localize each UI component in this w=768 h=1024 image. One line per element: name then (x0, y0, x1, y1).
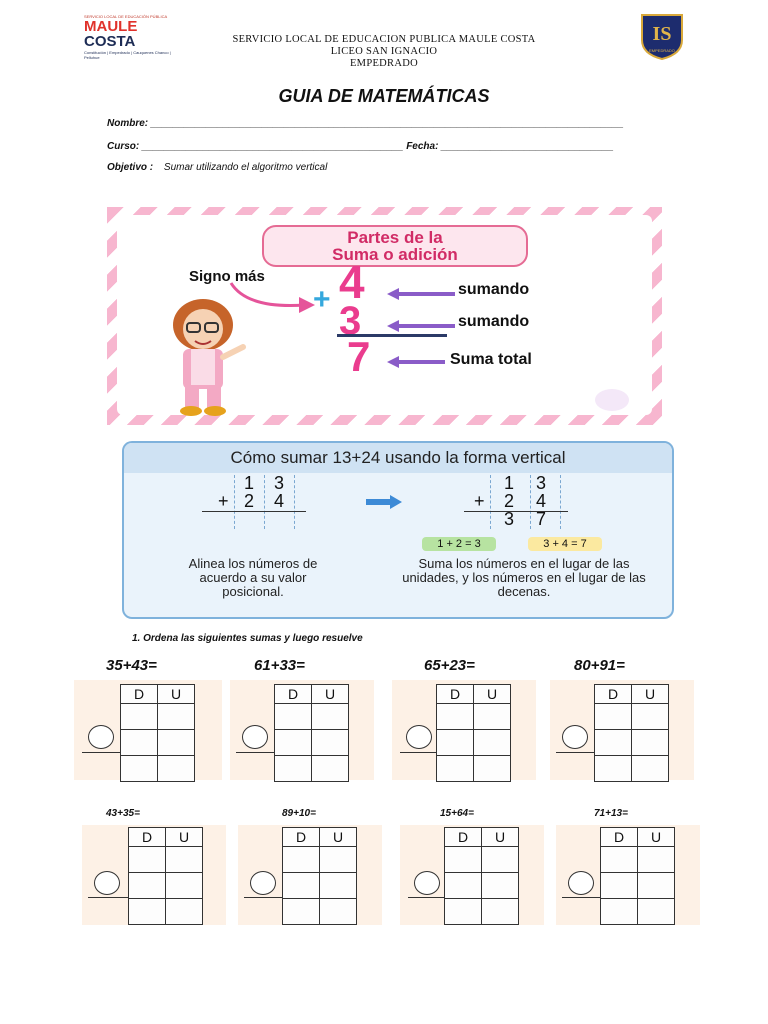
result-digit: 3 (504, 509, 515, 529)
grid-cell[interactable] (283, 873, 320, 899)
digit: 2 (244, 491, 255, 511)
watermark-icon (595, 389, 629, 411)
grid-cell[interactable] (158, 730, 195, 756)
units-header: U (320, 828, 357, 847)
infographic2-heading: Cómo sumar 13+24 usando la forma vertical (124, 443, 672, 473)
grid-cell[interactable] (320, 873, 357, 899)
result-digit: 7 (536, 509, 547, 529)
column-guide (294, 475, 295, 529)
addition-problem: 15+64= (440, 808, 474, 819)
curso-line: _______________________________________________ (142, 141, 404, 152)
tens-header: D (275, 685, 312, 704)
infographic-card (117, 215, 652, 415)
infographic-banner: Partes de la Suma o adición (262, 225, 528, 267)
tens-header: D (445, 828, 482, 847)
signo-mas-label: Signo más (189, 268, 265, 285)
grid-cell[interactable] (437, 730, 474, 756)
addition-problem: 35+43= (106, 657, 157, 674)
units-header: U (158, 685, 195, 704)
grid-cell[interactable] (632, 756, 669, 782)
header-line-1: SERVICIO LOCAL DE EDUCACION PUBLICA MAULE COSTA (232, 34, 536, 45)
grid-cell[interactable] (601, 899, 638, 925)
units-header: U (166, 828, 203, 847)
header-line-2: LICEO SAN IGNACIO (330, 46, 438, 57)
tens-header: D (601, 828, 638, 847)
place-value-box (556, 825, 700, 925)
plus-sign: + (313, 283, 331, 316)
place-value-grid[interactable] (436, 684, 511, 782)
addition-problem: 89+10= (282, 808, 316, 819)
addition-problem: 43+35= (106, 808, 140, 819)
addition-problem: 65+23= (424, 657, 475, 674)
place-value-box (400, 825, 544, 925)
place-value-box (550, 680, 694, 780)
grid-cell[interactable] (158, 756, 195, 782)
logo-line1: MAULE (84, 18, 138, 35)
divider (562, 897, 602, 898)
grid-cell[interactable] (121, 730, 158, 756)
school-crest-icon (638, 12, 686, 60)
grid-cell[interactable] (275, 704, 312, 730)
arrow-left-icon (387, 319, 455, 331)
digit: 1 (504, 473, 515, 493)
grid-cell[interactable] (166, 873, 203, 899)
grid-cell[interactable] (445, 873, 482, 899)
plus-sign: + (218, 491, 229, 511)
curved-arrow-icon (227, 279, 317, 315)
grid-cell[interactable] (638, 899, 675, 925)
caption-left: Alinea los números de acuerdo a su valor posicional. (188, 556, 318, 599)
sumando-label-1: sumando (458, 281, 530, 298)
fecha-line: _______________________________ (441, 141, 614, 152)
column-guide (490, 475, 491, 529)
digit: 1 (244, 473, 255, 493)
digit: 4 (274, 491, 285, 511)
digit: 3 (536, 473, 547, 493)
carry-circle[interactable] (250, 871, 276, 895)
header-line-3: EMPEDRADO (349, 58, 419, 69)
divider (556, 752, 596, 753)
grid-cell[interactable] (482, 873, 519, 899)
place-value-grid[interactable] (594, 684, 669, 782)
place-value-box (82, 825, 226, 925)
grid-cell[interactable] (638, 847, 675, 873)
tens-header: D (283, 828, 320, 847)
logo-small-text: SERVICIO LOCAL DE EDUCACIÓN PÚBLICA (84, 14, 168, 19)
grid-cell[interactable] (312, 730, 349, 756)
grid-cell[interactable] (482, 847, 519, 873)
units-header: U (312, 685, 349, 704)
column-guide (264, 475, 265, 529)
grid-cell[interactable] (474, 704, 511, 730)
svg-text:EMPEDRADO: EMPEDRADO (649, 48, 675, 53)
place-value-box (392, 680, 536, 780)
grid-cell[interactable] (320, 899, 357, 925)
fecha-label: Fecha: (406, 141, 439, 152)
carry-circle[interactable] (406, 725, 432, 749)
grid-cell[interactable] (632, 704, 669, 730)
carry-circle[interactable] (562, 725, 588, 749)
carry-circle[interactable] (568, 871, 594, 895)
sum-line (464, 511, 568, 512)
place-value-grid[interactable] (444, 827, 519, 925)
place-value-box (230, 680, 374, 780)
carry-circle[interactable] (88, 725, 114, 749)
carry-circle[interactable] (414, 871, 440, 895)
grid-cell[interactable] (474, 730, 511, 756)
logo-line2: COSTA (84, 33, 136, 50)
divider (400, 752, 440, 753)
place-value-box (238, 825, 382, 925)
curso-field[interactable] (107, 141, 614, 152)
addition-problem: 80+91= (574, 657, 625, 674)
column-guide (530, 475, 531, 529)
arrow-right-icon (366, 495, 402, 509)
divider (244, 897, 284, 898)
grid-cell[interactable] (312, 704, 349, 730)
logo-subtitle: Constitución | Empedrado | Cauquenes Chanco | Pelluhue (84, 50, 171, 60)
grid-cell[interactable] (275, 756, 312, 782)
grid-cell[interactable] (166, 899, 203, 925)
addition-parts-infographic (107, 207, 662, 425)
divider (236, 752, 276, 753)
grid-cell[interactable] (638, 873, 675, 899)
place-value-grid[interactable] (600, 827, 675, 925)
tens-header: D (121, 685, 158, 704)
objective (107, 162, 327, 173)
digit: 2 (504, 491, 515, 511)
grid-cell[interactable] (595, 704, 632, 730)
question-1: 1. Ordena las siguientes sumas y luego resuelve (132, 633, 363, 644)
addition-problem: 61+33= (254, 657, 305, 674)
units-header: U (638, 828, 675, 847)
curso-label: Curso: (107, 141, 140, 152)
suma-total-label: Suma total (450, 351, 532, 368)
units-header: U (474, 685, 511, 704)
nombre-line: _____________________________________________________________________________________ (150, 118, 624, 129)
grid-cell[interactable] (482, 899, 519, 925)
grid-cell[interactable] (437, 704, 474, 730)
grid-cell[interactable] (601, 847, 638, 873)
tens-header: D (437, 685, 474, 704)
nombre-label: Nombre: (107, 118, 149, 129)
column-guide (560, 475, 561, 529)
grid-cell[interactable] (445, 899, 482, 925)
svg-text:IS: IS (652, 23, 672, 45)
units-sum-pill: 3 + 4 = 7 (528, 537, 602, 551)
grid-cell[interactable] (121, 756, 158, 782)
grid-cell[interactable] (437, 756, 474, 782)
digit: 4 (536, 491, 547, 511)
divider (408, 897, 448, 898)
tens-sum-pill: 1 + 2 = 3 (422, 537, 496, 551)
addition-problem: 71+13= (594, 808, 628, 819)
objetivo-label: Objetivo : (107, 162, 154, 173)
addend-1: 4 (339, 256, 365, 308)
plus-sign: + (474, 491, 485, 511)
place-value-grid[interactable] (274, 684, 349, 782)
grid-cell[interactable] (632, 730, 669, 756)
grid-cell[interactable] (158, 704, 195, 730)
grid-cell[interactable] (121, 704, 158, 730)
tens-header: D (129, 828, 166, 847)
arrow-left-icon (387, 355, 445, 367)
arrow-left-icon (387, 287, 455, 299)
column-guide (234, 475, 235, 529)
nombre-field[interactable] (107, 118, 624, 129)
grid-cell[interactable] (474, 756, 511, 782)
grid-cell[interactable] (129, 899, 166, 925)
grid-cell[interactable] (166, 847, 203, 873)
grid-cell[interactable] (320, 847, 357, 873)
place-value-box (74, 680, 222, 780)
caption-right: Suma los números en el lugar de las unidades, y los números en el lugar de las decenas. (402, 556, 646, 599)
divider (82, 752, 122, 753)
objetivo-text: Sumar utilizando el algoritmo vertical (163, 162, 328, 173)
grid-cell[interactable] (601, 873, 638, 899)
grid-cell[interactable] (283, 899, 320, 925)
place-value-grid[interactable] (282, 827, 357, 925)
grid-cell[interactable] (275, 730, 312, 756)
grid-cell[interactable] (283, 847, 320, 873)
grid-cell[interactable] (445, 847, 482, 873)
addend-2: 3 (339, 299, 362, 343)
sumando-label-2: sumando (458, 313, 530, 330)
vertical-addition-infographic (122, 441, 674, 619)
grid-cell[interactable] (312, 756, 349, 782)
place-value-grid[interactable] (120, 684, 195, 782)
units-header: U (482, 828, 519, 847)
tens-header: D (595, 685, 632, 704)
units-header: U (632, 685, 669, 704)
sum-total: 7 (347, 333, 371, 380)
sum-line (202, 511, 306, 512)
grid-cell[interactable] (595, 730, 632, 756)
grid-cell[interactable] (595, 756, 632, 782)
carry-circle[interactable] (242, 725, 268, 749)
divider (88, 897, 128, 898)
digit: 3 (274, 473, 285, 493)
place-value-grid[interactable] (128, 827, 203, 925)
grid-cell[interactable] (129, 873, 166, 899)
grid-cell[interactable] (129, 847, 166, 873)
carry-circle[interactable] (94, 871, 120, 895)
page-title: GUIA DE MATEMÁTICAS (278, 86, 490, 106)
